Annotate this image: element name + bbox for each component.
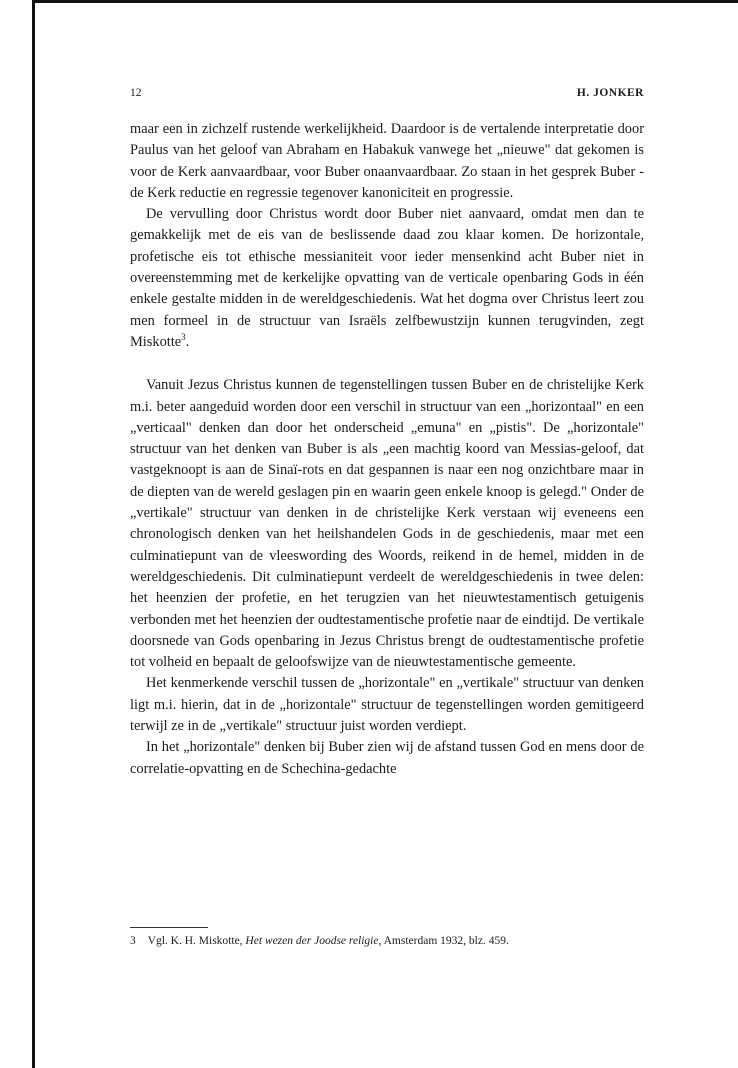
running-head: H. JONKER <box>576 87 644 99</box>
paragraph-1: maar een in zichzelf rustende werkelijkheid. Daardoor is de vertalende interpretatie door Paulus van het geloof van Abraham en Habakuk vanwege het „nieuwe" dat gekomen is voor de Kerk aanvaardbaar, voor Buber onaanvaardbaar. Zo staan in het gesprek Buber - de Kerk reductie en regressie tegenover kanoniciteit en progressie. <box>130 121 644 201</box>
footnote-separator <box>130 927 208 928</box>
footnote-title: Het wezen der Joodse religie, <box>245 935 382 947</box>
page-top-edge <box>32 0 738 3</box>
footnote-reference[interactable]: 3 <box>181 332 186 343</box>
paragraph-3: Vanuit Jezus Christus kunnen de tegenstellingen tussen Buber en de christelijke Kerk m.i. beter aangeduid worden door een verschil in structuur van een „horizontaal" en een „verticaal" denken dan door het onderscheid „emuna" en „pistis". De „horizontale" structuur van het denken van Buber is als „een machtig koord van Messias-geloof, dat vastgeknoopt is aan de Sinaï-rots en dat gespannen is naar een nog onzichtbare maar in de diepten van de wereld geslagen pin en waarin geen enkele knoop is gelegd." Onder de „vertikale" structuur van denken in de christelijke Kerk verstaan wij eveneens een chronologisch denken van het heilshandelen Gods in de geschiedenis, maar met een culminatiepunt van de vleeswording des Woords, reikend in de hemel, midden in de wereldgeschiedenis. Dit culminatiepunt verdeelt de wereldgeschiedenis in twee delen: het heenzien der profetie, en het terugzien van het nieuwtestamentisch getuigenis verbonden met het heenzien der oudtestamentische profetie naar de eindtijd. De vertikale doorsnede van Gods openbaring in Jezus Christus brengt de oudtestamentische profetie tot volheid en bepaalt de geloofswijze van de nieuwtestamentische gemeente. <box>130 377 644 671</box>
page-number: 12 <box>130 87 142 99</box>
footnote-number: 3 <box>130 935 136 947</box>
page-left-edge <box>32 0 35 1068</box>
paragraph-2-end: . <box>185 333 190 350</box>
footnote <box>130 934 644 948</box>
paragraph-2-text: De vervulling door Christus wordt door Buber niet aanvaard, omdat men dan te gemakkelijk met de eis van de beslissende daad zou klaar komen. De horizontale, profetische eis tot ethische messianiteit voor ieder mensenkind acht Buber niet in overeenstemming met de kerkelijke opvatting van de verticale openbaring Gods in één enkele gestalte midden in de wereldgeschiedenis. Wat het dogma over Christus leert zou men formeel in de structuur van Israëls zelfbewustzijn kunnen terugvinden, zegt Miskotte <box>130 206 644 350</box>
paragraph-4: Het kenmerkende verschil tussen de „horizontale" en „vertikale" structuur van denken ligt m.i. hierin, dat in de „horizontale" structuur de tegenstellingen worden gemitigeerd terwijl ze in de „vertikale" structuur juist worden verdiept. <box>130 675 644 735</box>
main-text <box>130 119 644 780</box>
section-gap <box>130 353 644 375</box>
footnote-prefix: Vgl. K. H. Miskotte, <box>147 935 243 947</box>
paragraph-2 <box>130 204 644 353</box>
paragraph-5: In het „horizontale" denken bij Buber zien wij de afstand tussen God en mens door de correlatie-opvatting en de Schechina-gedachte <box>130 739 644 777</box>
footnote-suffix: Amsterdam 1932, blz. 459. <box>383 935 509 947</box>
